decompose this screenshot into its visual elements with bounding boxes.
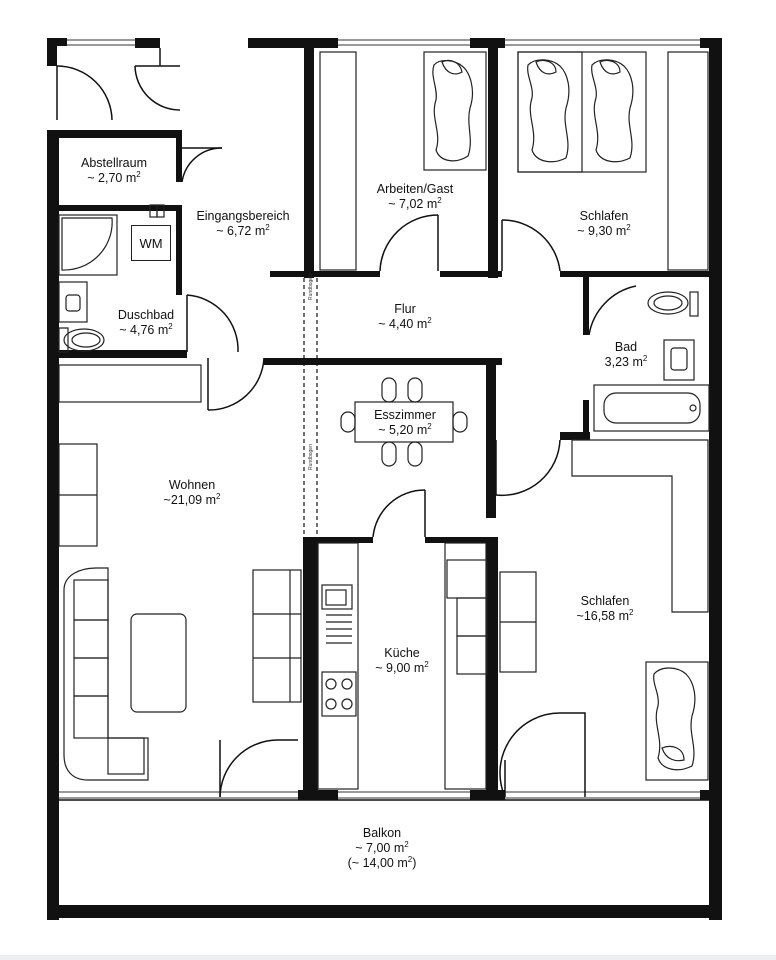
room-label-flur — [378, 302, 431, 332]
room-area: ~16,58 $m^2$ — [576, 607, 634, 623]
room-label-kueche — [375, 646, 428, 676]
room-name: Balkon — [362, 826, 402, 840]
archway-note — [308, 274, 314, 470]
room-label-wohnen — [164, 478, 221, 508]
room-name: Schlafen — [579, 209, 629, 223]
room-name: Bad — [614, 340, 638, 354]
room-name: Abstellraum — [81, 156, 147, 170]
room-area: ~ 6,72 $m^2$ — [216, 222, 270, 238]
room-area: ~ 7,02 $m^2$ — [388, 195, 442, 211]
room-name: Wohnen — [168, 478, 216, 492]
room-name: Duschbad — [117, 308, 175, 322]
room-area: ~ 5,20 $m^2$ — [378, 421, 432, 437]
room-label-abstellraum — [81, 156, 147, 186]
room-label-schlafen-top — [577, 209, 630, 239]
room-label-duschbad — [118, 308, 174, 338]
bottom-edge — [0, 955, 776, 960]
svg-text:Rundbogen: Rundbogen — [308, 444, 314, 470]
washing-machine-label: WM — [131, 225, 171, 261]
room-label-schlafen-right — [577, 594, 634, 624]
room-area: ~ 9,00 $m^2$ — [375, 659, 429, 675]
room-label-balkon — [348, 826, 417, 871]
room-area: ~ 4,76 $m^2$ — [119, 321, 173, 337]
top-windows — [67, 40, 700, 45]
svg-text:Rundbogen: Rundbogen — [308, 274, 314, 300]
archway-dashed-lines — [304, 278, 317, 537]
room-name: Schlafen — [580, 594, 630, 608]
room-area: 3,23 $m^2$ — [604, 353, 648, 369]
room-area-alt: (~ 14,00 $m^2$) — [347, 854, 417, 870]
bottom-windows — [59, 792, 700, 798]
room-label-esszimmer — [374, 408, 436, 438]
room-area: ~ 9,30 $m^2$ — [577, 222, 631, 238]
room-name: Flur — [394, 302, 416, 316]
room-area: ~ 7,00 $m^2$ — [355, 839, 409, 855]
room-name: Arbeiten/Gast — [376, 182, 454, 196]
room-name: Eingangsbereich — [196, 209, 290, 223]
wohnen-furniture — [59, 365, 301, 780]
room-name: Küche — [384, 646, 420, 660]
room-label-arbeiten-gast — [377, 182, 453, 212]
room-label-eingangsbereich — [196, 209, 289, 239]
room-area: ~21,09 $m^2$ — [163, 491, 221, 507]
room-label-bad — [605, 340, 648, 370]
room-name: Esszimmer — [374, 408, 436, 422]
outer-walls — [47, 38, 722, 920]
room-area: ~ 2,70 $m^2$ — [87, 169, 141, 185]
room-area: ~ 4,40 $m^2$ — [378, 315, 432, 331]
arbeiten-furniture — [320, 52, 486, 270]
